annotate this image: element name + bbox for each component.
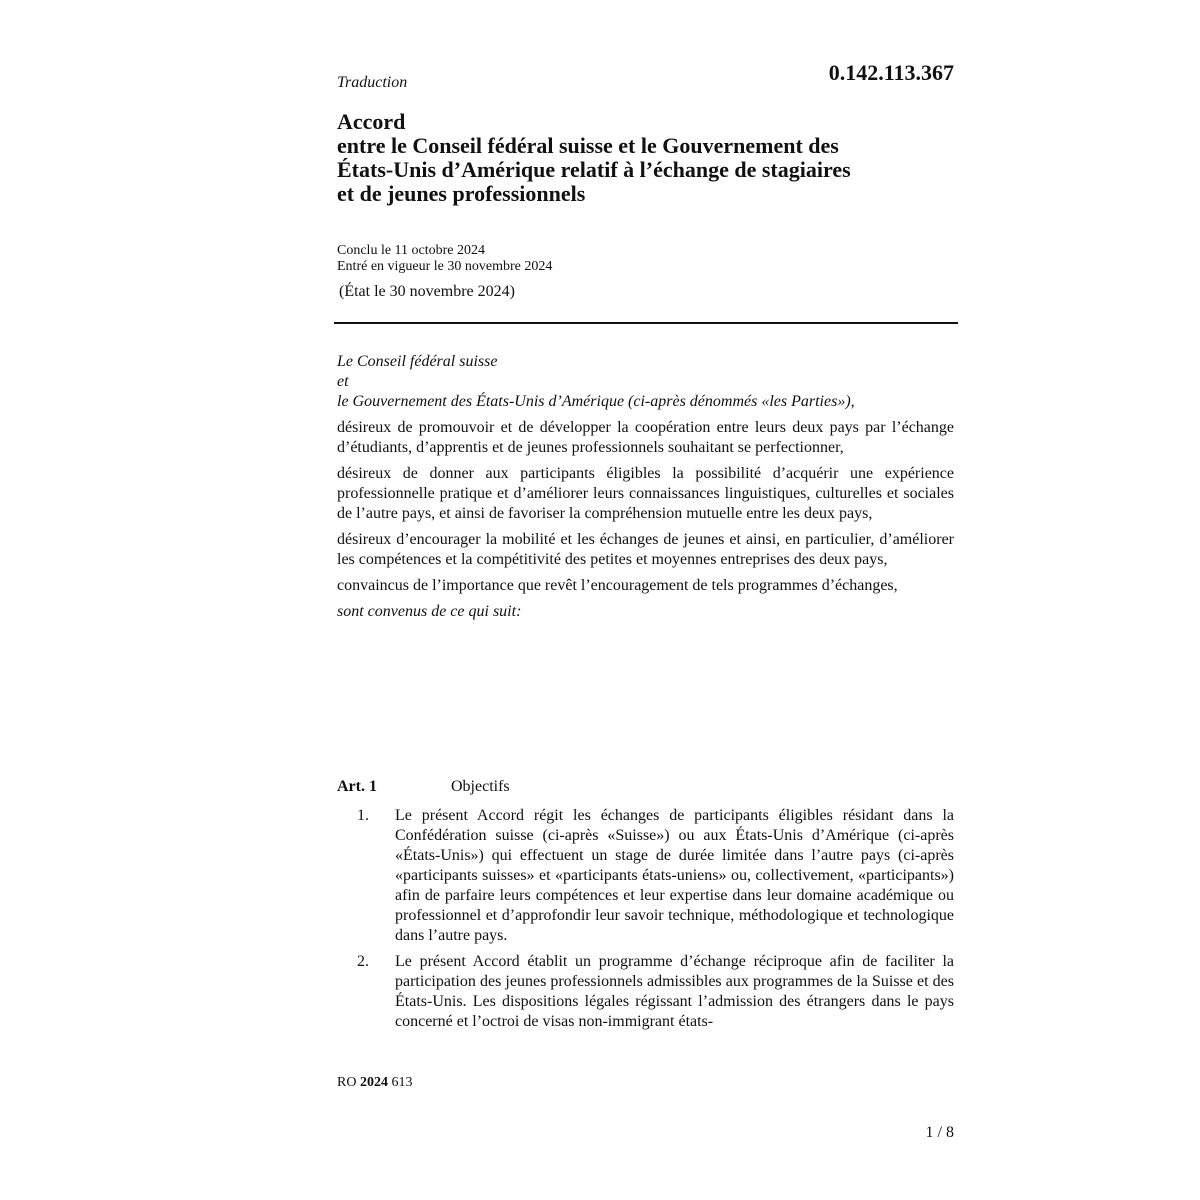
preamble-closing: sont convenus de ce qui suit: [337, 603, 522, 620]
item-text: Le présent Accord régit les échanges de participants éligibles résidant dans la Confédération suisse (ci-après «Suisse») ou aux États-Unis d’Amérique (ci-après «États-Unis») qui effectuent un stage de durée limitée dans l’autre pays (ci-après «participants suisses» et «participants états-uniens» ou, collectivement, «participants») afin de parfaire leurs compétences et leur expertise dans leur domaine académique ou professionnel et d’approfondir leur savoir technique, méthodologique et technologique dans l’autre pays. [395, 807, 954, 944]
ro-year: 2024 [359, 1075, 388, 1090]
conclusion-dates [337, 243, 552, 275]
ro-page: 613 [391, 1075, 413, 1090]
item-number: 2. [357, 953, 369, 970]
sr-number: 0.142.113.367 [828, 60, 954, 85]
state-date: (État le 30 novembre 2024) [339, 283, 515, 300]
list-item [357, 806, 954, 946]
title-line: États-Unis d’Amérique relatif à l’échange de stagiaires [337, 157, 851, 182]
page-indicator: 1 / 8 [925, 1124, 954, 1141]
party-2: le Gouvernement des États-Unis d’Amérique (ci-après dénommés «les Parties»), [337, 393, 855, 410]
in-force-date: Entré en vigueur le 30 novembre 2024 [337, 259, 553, 274]
title-line: Accord [337, 109, 406, 134]
concluded-date: Conclu le 11 octobre 2024 [337, 243, 486, 258]
article-items [357, 806, 954, 1038]
ro-reference [337, 1075, 412, 1091]
title-line: et de jeunes professionnels [337, 181, 586, 206]
preamble-paragraph: convaincus de l’importance que revêt l’encouragement de tels programmes d’échanges, [337, 577, 898, 594]
translation-label: Traduction [337, 74, 408, 91]
article-number: Art. 1 [337, 778, 377, 795]
preamble-paragraph: désireux de donner aux participants éligibles la possibilité d’acquérir une expérience professionnelle pratique et d’améliorer leurs connaissances linguistiques, culturelles et sociales de l’autre pays, et ainsi de favoriser la compréhension mutuelle entre les deux pays, [337, 465, 954, 522]
document-title [337, 110, 957, 206]
party-1: Le Conseil fédéral suisse [337, 353, 498, 370]
preamble [337, 352, 954, 622]
ro-prefix: RO [337, 1075, 357, 1090]
item-text: Le présent Accord établit un programme d’échange réciproque afin de faciliter la participation des jeunes professionnels admissibles aux programmes de la Suisse et des États-Unis. Les dispositions légales régissant l’admission des étrangers dans le pays concerné et l’octroi de visas non-immigrant états- [395, 953, 954, 1030]
header-divider [334, 322, 958, 324]
article-heading [337, 777, 510, 797]
preamble-paragraph: désireux de promouvoir et de développer la coopération entre leurs deux pays par l’échange d’étudiants, d’apprentis et de jeunes professionnels souhaitant se perfectionner, [337, 419, 954, 456]
preamble-paragraph: désireux d’encourager la mobilité et les échanges de jeunes et ainsi, en particulier, d’améliorer les compétences et la compétitivité des petites et moyennes entreprises des deux pays, [337, 531, 954, 568]
item-number: 1. [357, 807, 369, 824]
list-item [357, 952, 954, 1032]
title-line: entre le Conseil fédéral suisse et le Gouvernement des [337, 133, 839, 158]
party-conjunction: et [337, 373, 349, 390]
article-title: Objectifs [451, 778, 510, 795]
